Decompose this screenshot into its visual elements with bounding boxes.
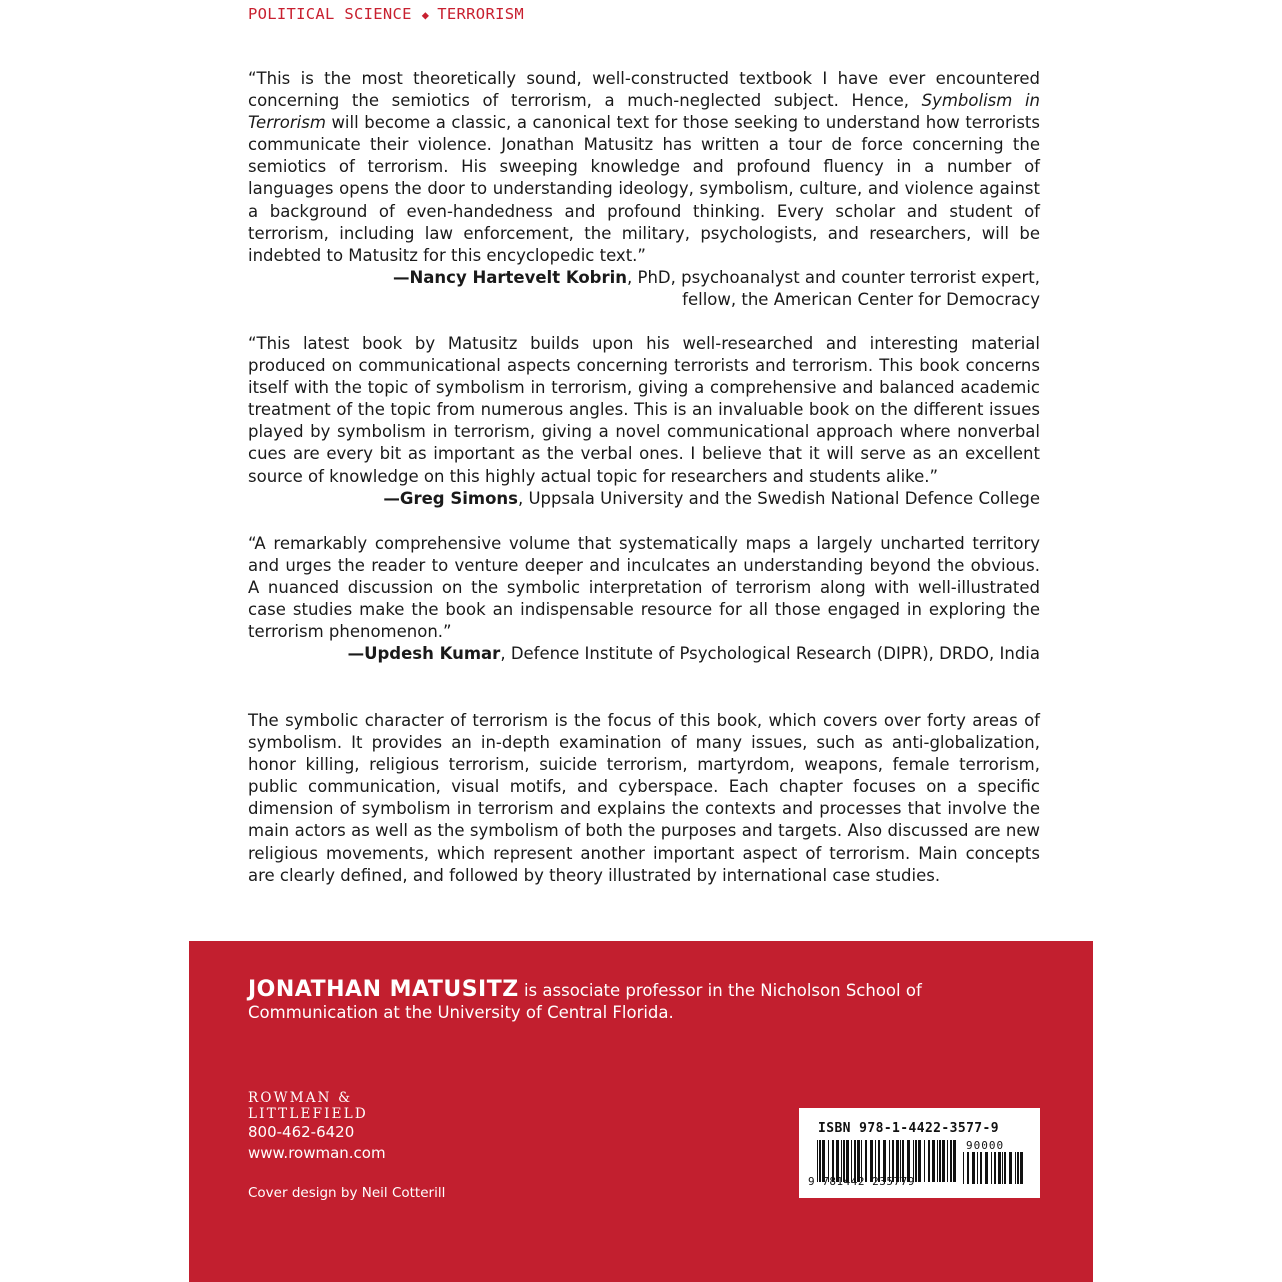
cover-credit: Cover design by Neil Cotterill [248,1185,446,1201]
review-2-quote: “This latest book by Matusitz builds upon his well-researched and interesting material produced on communicational aspects concerning terrorists and terrorism. This book concerns itself with the topic of symbolism in terrorism, giving a comprehensive and balanced academic treatment of the topic from numerous angles. This is an invaluable book on the different issues played by symbolism in terrorism, giving a novel communicational approach where nonverbal cues are every bit as important as the verbal ones. I believe that it will serve as an excellent source of knowledge on this highly actual topic for researchers and students alike.” [248,334,1040,486]
review-2-attribution: —Greg Simons, Uppsala University and the Swedish National Defence College [383,488,1040,508]
review-3-quote: “A remarkably comprehensive volume that systematically maps a largely uncharted territory and urges the reader to venture deeper and inculcates an understanding beyond the obvious. A nuanced discussion on the symbolic interpretation of terrorism along with well-illustrated case studies make the book an indispensable resource for all those engaged in exploring the terrorism phenomenon.” [248,534,1040,642]
review-2-author: —Greg Simons [383,488,518,508]
author-bio [248,979,1042,1024]
author-name: JONATHAN MATUSITZ [248,977,519,1002]
review-1 [248,68,1040,311]
book-description: The symbolic character of terrorism is the focus of this book, which covers over forty areas of symbolism. It provides an in-depth examination of many issues, such as anti-globalization, honor killing, religious terrorism, suicide terrorism, martyrdom, weapons, female terrorism, public communication, visual motifs, and cyberspace. Each chapter focuses on a specific dimension of symbolism in terrorism and explains the contexts and processes that involve the main actors as well as the symbolism of both the purposes and targets. Also discussed are new religious movements, which represent another important aspect of terrorism. Main concepts are clearly defined, and followed by theory illustrated by international case studies. [248,711,1040,885]
category-separator-icon: ◆ [421,8,430,22]
book-title-italic: Symbolism in Terrorism [248,91,1040,133]
publisher-phone: 800-462-6420 [248,1123,355,1141]
author-publisher-panel [189,941,1093,1282]
review-2 [248,333,1040,510]
price-barcode-bars-icon [963,1152,1028,1184]
review-3-attribution: —Updesh Kumar, Defence Institute of Psychological Research (DIPR), DRDO, India [347,644,1040,664]
author-bio-text: is associate professor in the Nicholson School of Communication at the University of Central Florida. [248,981,922,1022]
review-1-attribution: —Nancy Hartevelt Kobrin, PhD, psychoanalyst and counter terrorist expert, fellow, the American Center for Democracy [392,267,1040,309]
publisher-website[interactable]: www.rowman.com [248,1144,386,1162]
review-1-quote: “This is the most theoretically sound, well-constructed textbook I have ever encountered concerning the semiotics of terrorism, a much-neglected subject. Hence, Symbolism in Terrorism will become a classic, a canonical text for those seeking to understand how terrorists communicate their violence. Jonathan Matusitz has written a tour de force concerning the semiotics of terrorism. His sweeping knowledge and profound fluency in a number of languages opens the door to understanding ideology, symbolism, culture, and violence against a background of even-handedness and profound thinking. Every scholar and student of terrorism, including law enforcement, the military, psychologists, and researchers, will be indebted to Matusitz for this encyclopedic text.” [248,69,1040,265]
review-3 [248,533,1040,666]
isbn-number: ISBN 978-1-4422-3577-9 [818,1121,999,1136]
barcode-digits: 9 781442 235779 [808,1175,915,1188]
publisher-logo: ROWMAN & LITTLEFIELD [248,1090,368,1122]
review-3-author: —Updesh Kumar [347,644,501,664]
price-code: 90000 [966,1139,1005,1152]
category-political-science: POLITICAL SCIENCE [248,5,412,23]
category-label [248,5,524,23]
isbn-barcode [799,1108,1040,1198]
review-1-author: —Nancy Hartevelt Kobrin [392,267,628,287]
category-terrorism: TERRORISM [437,5,524,23]
publisher-info [248,1090,386,1164]
